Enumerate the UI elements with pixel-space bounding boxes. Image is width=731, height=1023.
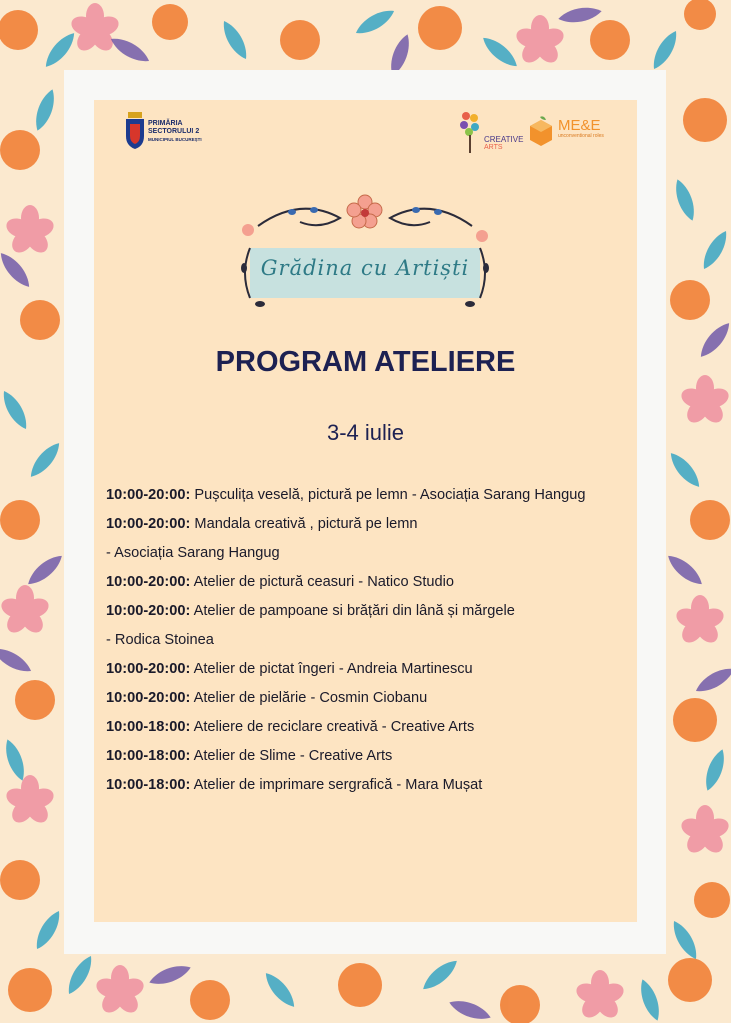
schedule-item xyxy=(106,713,634,742)
primaria-line-1: PRIMĂRIA xyxy=(148,120,183,127)
schedule-text: Pușculița veselă, pictură pe lemn - Asociația Sarang Hangug xyxy=(190,487,586,503)
schedule-text: Atelier de pictură ceasuri - Natico Studio xyxy=(190,574,455,590)
schedule-text: - Rodica Stoinea xyxy=(106,632,214,648)
schedule-item xyxy=(106,597,634,626)
schedule-list xyxy=(106,481,634,800)
schedule-time: 10:00-18:00: xyxy=(106,748,191,764)
creative-arts-logo xyxy=(458,110,522,158)
tree-icon xyxy=(458,110,484,154)
schedule-time: 10:00-20:00: xyxy=(106,690,191,706)
schedule-item xyxy=(106,742,634,771)
creative-line-2: ARTS xyxy=(484,144,503,151)
schedule-time: 10:00-18:00: xyxy=(106,719,191,735)
schedule-item xyxy=(106,626,634,655)
schedule-time: 10:00-20:00: xyxy=(106,574,191,590)
mee-line-2: unconventional roles xyxy=(558,133,604,139)
schedule-text: Atelier de pictat îngeri - Andreia Martinescu xyxy=(190,661,473,677)
schedule-item xyxy=(106,771,634,800)
schedule-time: 10:00-18:00: xyxy=(106,777,191,793)
schedule-item xyxy=(106,655,634,684)
primaria-logo xyxy=(124,112,214,154)
schedule-time: 10:00-20:00: xyxy=(106,516,191,532)
schedule-item xyxy=(106,481,634,510)
mee-logo xyxy=(526,116,612,150)
schedule-time: 10:00-20:00: xyxy=(106,487,191,503)
schedule-text: Atelier de pielărie - Cosmin Ciobanu xyxy=(190,690,428,706)
schedule-text: Atelier de Slime - Creative Arts xyxy=(190,748,393,764)
mee-line-1: ME&E xyxy=(558,117,601,134)
crest-icon xyxy=(124,112,146,150)
schedule-text: Atelier de pampoane si brățări din lână și mărgele xyxy=(190,603,515,619)
event-date: 3-4 iulie xyxy=(326,420,405,445)
schedule-item xyxy=(106,568,634,597)
schedule-item xyxy=(106,684,634,713)
schedule-item xyxy=(106,539,634,568)
schedule-item xyxy=(106,510,634,539)
creative-line-1: CREATIVE xyxy=(484,135,524,144)
primaria-line-3: MUNICIPIUL BUCUREȘTI xyxy=(148,137,202,142)
schedule-text: - Asociația Sarang Hangug xyxy=(106,545,280,561)
schedule-time: 10:00-20:00: xyxy=(106,603,191,619)
page-title: PROGRAM ATELIERE xyxy=(215,346,516,378)
orange-box-icon xyxy=(526,116,556,148)
schedule-text: Atelier de imprimare sergrafică - Mara Mușat xyxy=(190,777,483,793)
event-banner-ornament xyxy=(230,186,500,316)
schedule-text: Mandala creativă , pictură pe lemn xyxy=(190,516,418,532)
event-name: Grădina cu Artiști xyxy=(260,256,470,280)
schedule-time: 10:00-20:00: xyxy=(106,661,191,677)
schedule-text: Ateliere de reciclare creativă - Creative Arts xyxy=(190,719,475,735)
primaria-line-2: SECTORULUI 2 xyxy=(148,128,200,135)
